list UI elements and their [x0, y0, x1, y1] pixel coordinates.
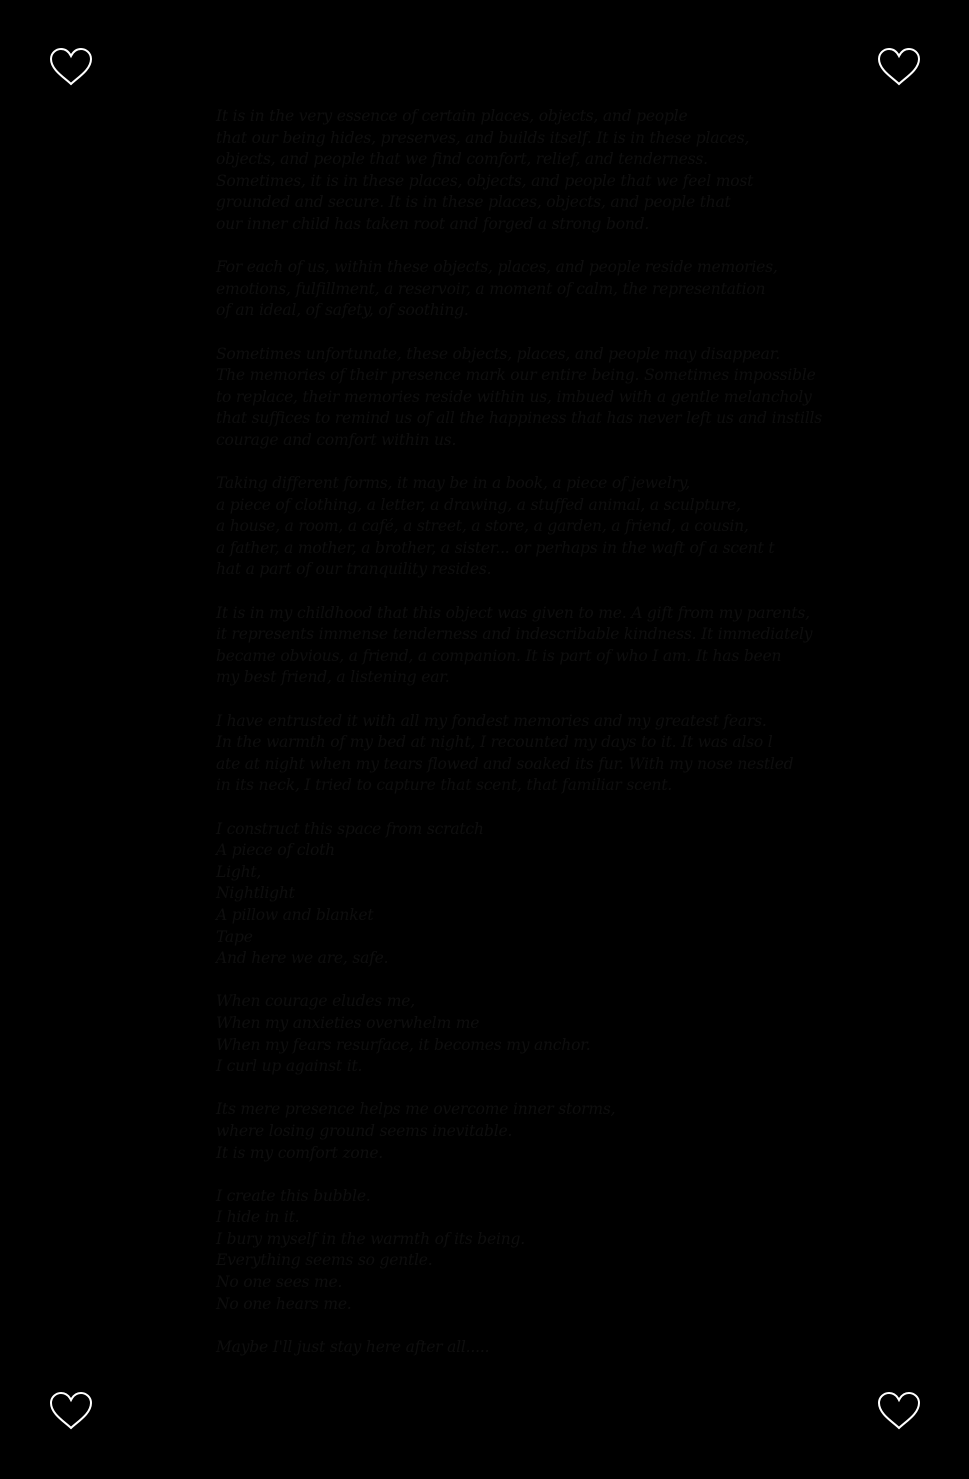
stanza-gap	[216, 689, 836, 711]
poem-line: it represents immense tenderness and indescribable kindness. It immediately	[216, 625, 813, 644]
poem-line: objects, and people that we find comfort, relief, and tenderness.	[216, 150, 708, 169]
poem-line: ate at night when my tears flowed and soaked its fur. With my nose nestled	[216, 754, 794, 773]
stanza-gap	[216, 1164, 836, 1186]
poem-line: Nightlight	[216, 884, 295, 903]
poem-line: Taking different forms, it may be in a book, a piece of jewelry,	[216, 474, 691, 493]
stanza-gap	[216, 452, 836, 474]
stanza-gap	[216, 581, 836, 603]
poem-line: a father, a mother, a brother, a sister... or perhaps in the waft of a scent t	[216, 538, 775, 557]
poem-line: And here we are, safe.	[216, 949, 389, 968]
poem-line: In the warmth of my bed at night, I recounted my days to it. It was also l	[216, 733, 773, 752]
poem-line: our inner child has taken root and forged a strong bond.	[216, 214, 650, 233]
poem-line: I curl up against it.	[216, 1057, 363, 1076]
poem-text	[216, 106, 836, 1358]
poem-line: The memories of their presence mark our entire being. Sometimes impossible	[216, 366, 816, 385]
poem-line: became obvious, a friend, a companion. It is part of who I am. It has been	[216, 646, 782, 665]
poem-line: a house, a room, a café, a street, a store, a garden, a friend, a cousin,	[216, 517, 749, 536]
poem-line: No one sees me.	[216, 1273, 343, 1292]
poem-line: When courage eludes me,	[216, 992, 415, 1011]
stanza-gap	[216, 797, 836, 819]
stanza-gap	[216, 322, 836, 344]
stanza-gap	[216, 236, 836, 258]
poem-line: Sometimes, it is in these places, objects, and people that we feel most	[216, 171, 754, 190]
poem-line: I have entrusted it with all my fondest memories and my greatest fears.	[216, 711, 767, 730]
poem-line: grounded and secure. It is in these places, objects, and people that	[216, 193, 731, 212]
poem-line: that suffices to remind us of all the happiness that has never left us and instills	[216, 409, 822, 428]
poem-line: I hide in it.	[216, 1208, 300, 1227]
poem-line: For each of us, within these objects, places, and people reside memories,	[216, 258, 778, 277]
poem-line: Its mere presence helps me overcome inner storms,	[216, 1100, 616, 1119]
heart-outline-icon	[48, 1391, 94, 1431]
stanza-gap	[216, 1315, 836, 1337]
poem-line: of an ideal, of safety, of soothing.	[216, 301, 469, 320]
heart-outline-icon	[876, 47, 922, 87]
poem-line: I construct this space from scratch	[216, 819, 484, 838]
poem-line: Sometimes unfortunate, these objects, places, and people may disappear.	[216, 344, 780, 363]
heart-outline-icon	[48, 47, 94, 87]
poem-line: Maybe I'll just stay here after all.....	[216, 1337, 490, 1356]
poem-line: It is in my childhood that this object was given to me. A gift from my parents,	[216, 603, 810, 622]
poem-line: to replace, their memories reside within us, imbued with a gentle melancholy	[216, 387, 812, 406]
poem-line: Everything seems so gentle.	[216, 1251, 433, 1270]
heart-outline-icon	[876, 1391, 922, 1431]
poem-line: in its neck, I tried to capture that scent, that familiar scent.	[216, 776, 673, 795]
stanza-gap	[216, 970, 836, 992]
poem-line: When my fears resurface, it becomes my anchor.	[216, 1035, 591, 1054]
poem-line: A pillow and blanket	[216, 905, 374, 924]
poem-line: I bury myself in the warmth of its being.	[216, 1229, 525, 1248]
poem-line: No one hears me.	[216, 1294, 352, 1313]
stanza-gap	[216, 1078, 836, 1100]
poem-line: I create this bubble.	[216, 1186, 371, 1205]
poem-line: Tape	[216, 927, 253, 946]
poem-line: hat a part of our tranquility resides.	[216, 560, 492, 579]
poem-line: that our being hides, preserves, and builds itself. It is in these places,	[216, 128, 750, 147]
poem-line: a piece of clothing, a letter, a drawing, a stuffed animal, a sculpture,	[216, 495, 741, 514]
poem-line: my best friend, a listening ear.	[216, 668, 450, 687]
poem-line: emotions, fulfillment, a reservoir, a moment of calm, the representation	[216, 279, 766, 298]
poem-line: A piece of cloth	[216, 841, 335, 860]
poem-line: where losing ground seems inevitable.	[216, 1121, 513, 1140]
poem-line: courage and comfort within us.	[216, 430, 457, 449]
poem-line: It is in the very essence of certain places, objects, and people	[216, 107, 688, 125]
poem-line: When my anxieties overwhelm me	[216, 1013, 480, 1032]
poem-line: It is my comfort zone.	[216, 1143, 384, 1162]
poem-line: Light,	[216, 862, 262, 881]
